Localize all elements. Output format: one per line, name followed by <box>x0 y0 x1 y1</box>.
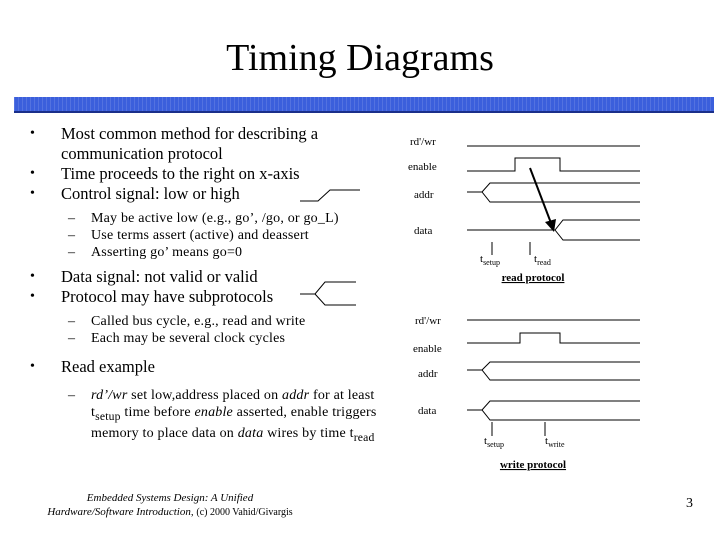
slide-title: Timing Diagrams <box>226 37 494 79</box>
inline-control-signal <box>300 190 360 201</box>
read-arrow-line <box>530 168 551 223</box>
footer-line1: Embedded Systems Design: A Unified <box>86 492 254 504</box>
sub-bullet-text: Asserting go’ means go=0 <box>91 245 243 260</box>
bullet-text: Control signal: low or high <box>61 184 240 203</box>
dash-icon: – <box>68 245 76 260</box>
read-label-data: data <box>414 225 433 237</box>
read-protocol-caption: read protocol <box>501 272 565 284</box>
write-labels <box>413 315 566 471</box>
bullet-dot-icon: • <box>30 166 35 181</box>
write-label-enable: enable <box>413 343 442 355</box>
write-enable-wave <box>467 333 640 343</box>
read-enable-wave <box>467 158 640 171</box>
write-addr-wave-bottom <box>467 370 640 380</box>
dash-icon: – <box>68 228 76 243</box>
read-addr-wave-top <box>467 183 640 192</box>
write-addr-wave-top <box>467 362 640 370</box>
bullet-dot-icon: • <box>30 359 35 374</box>
write-tsetup-label: $t_{setup}$ <box>484 435 504 449</box>
bullet-dot-icon: • <box>30 269 35 284</box>
read-example-text: rd’/wr set low,address placed on addr for at least $t_{setup}$ time before enable asserted, enable triggers memory to place data on data wires by time $t_{read}$ <box>91 388 377 444</box>
bullet-dot-icon: • <box>30 289 35 304</box>
sub-bullet-text: Use terms assert (active) and deassert <box>91 228 309 243</box>
read-label-rdwr: rd'/wr <box>410 136 436 148</box>
bullet-text: Read example <box>61 357 155 376</box>
write-twrite-label: $t_{write}$ <box>545 435 565 449</box>
page-number: 3 <box>686 496 693 511</box>
sub-bullet-text: Each may be several clock cycles <box>91 331 286 346</box>
write-protocol-caption: write protocol <box>499 459 567 471</box>
dash-icon: – <box>68 314 76 329</box>
bullet-dot-icon: • <box>30 186 35 201</box>
bullet-text: Most common method for describing a communication protocol <box>61 124 319 163</box>
dash-icon: – <box>68 211 76 226</box>
inline-data-signal-top <box>300 282 356 294</box>
write-protocol-waveforms <box>467 320 640 436</box>
sub-bullet-text: May be active low (e.g., go’, /go, or go_L) <box>91 211 339 226</box>
read-tread-label: $t_{read}$ <box>534 253 551 267</box>
inline-data-signal-bottom <box>315 294 356 305</box>
read-protocol-waveforms <box>467 146 640 255</box>
sub-bullet-text: Called bus cycle, e.g., read and write <box>91 314 306 329</box>
read-tsetup-label: $t_{setup}$ <box>480 253 500 267</box>
write-data-wave-bottom <box>467 410 640 420</box>
bullet-text: Protocol may have subprotocols <box>61 287 274 306</box>
bullet-text: Time proceeds to the right on x-axis <box>61 164 300 183</box>
write-label-rdwr: rd'/wr <box>415 315 441 327</box>
write-label-data: data <box>418 405 437 417</box>
write-label-addr: addr <box>418 368 438 380</box>
read-label-addr: addr <box>414 189 434 201</box>
bullet-text: Data signal: not valid or valid <box>61 267 258 286</box>
read-data-wave-bottom <box>555 230 640 240</box>
write-data-wave-top <box>467 401 640 410</box>
read-addr-wave-bottom <box>467 192 640 202</box>
dash-icon: – <box>68 331 76 346</box>
bullet-dot-icon: • <box>30 126 35 141</box>
footer <box>20 491 320 520</box>
footer-line2: Hardware/Software Introduction, (c) 2000 Vahid/Givargis <box>47 506 293 518</box>
dash-icon: – <box>68 388 76 403</box>
read-label-enable: enable <box>408 161 437 173</box>
